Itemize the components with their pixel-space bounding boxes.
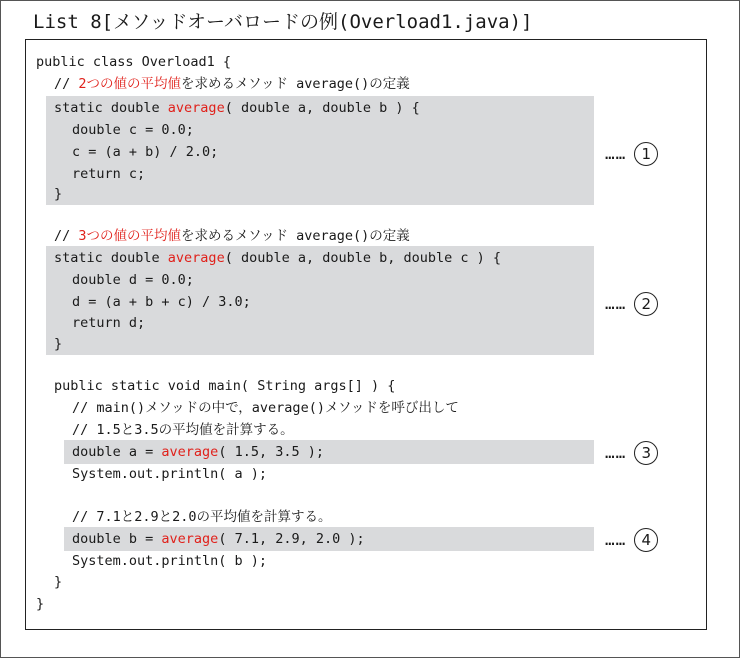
code-line: } <box>54 574 63 590</box>
circled-number: 4 <box>634 528 658 552</box>
code-line: double c = 0.0; <box>72 122 194 138</box>
code-line: System.out.println( a ); <box>72 466 268 482</box>
code-comment-average3: // 3つの値の平均値を求めるメソッド average()の定義 <box>54 228 410 244</box>
code-line: } <box>54 186 63 202</box>
code-line-call-average2: double a = average( 1.5, 3.5 ); <box>72 444 324 460</box>
code-line-average3-signature: static double average( double a, double b, double c ) { <box>54 250 502 266</box>
code-line: } <box>54 336 63 352</box>
circled-number: 3 <box>634 441 658 465</box>
code-line-call-average3: double b = average( 7.1, 2.9, 2.0 ); <box>72 531 365 547</box>
code-line-average2-signature: static double average( double a, double b ) { <box>54 100 420 116</box>
code-comment: // 1.5と3.5の平均値を計算する。 <box>72 422 294 438</box>
code-comment: // main()メソッドの中で，average()メソッドを呼び出して <box>72 400 459 416</box>
marker-3: …… 3 <box>605 440 658 466</box>
code-comment: // 7.1と2.9と2.0の平均値を計算する。 <box>72 509 332 525</box>
code-line-main-signature: public static void main( String args[] ) { <box>54 378 396 394</box>
marker-4: …… 4 <box>605 527 658 553</box>
code-line: System.out.println( b ); <box>72 553 268 569</box>
circled-number: 2 <box>634 292 658 316</box>
circled-number: 1 <box>634 142 658 166</box>
code-comment-average2: // 2つの値の平均値を求めるメソッド average()の定義 <box>54 76 410 92</box>
code-line: return d; <box>72 315 146 331</box>
code-line: c = (a + b) / 2.0; <box>72 144 219 160</box>
listing-title: List 8[メソッドオーバロードの例(Overload1.java)] <box>33 11 533 33</box>
marker-2: …… 2 <box>605 291 658 317</box>
marker-1: …… 1 <box>605 141 658 167</box>
code-line: double d = 0.0; <box>72 272 194 288</box>
code-line: return c; <box>72 166 146 182</box>
code-line: d = (a + b + c) / 3.0; <box>72 294 251 310</box>
code-line: } <box>36 596 45 612</box>
code-line-class: public class Overload1 { <box>36 54 232 70</box>
